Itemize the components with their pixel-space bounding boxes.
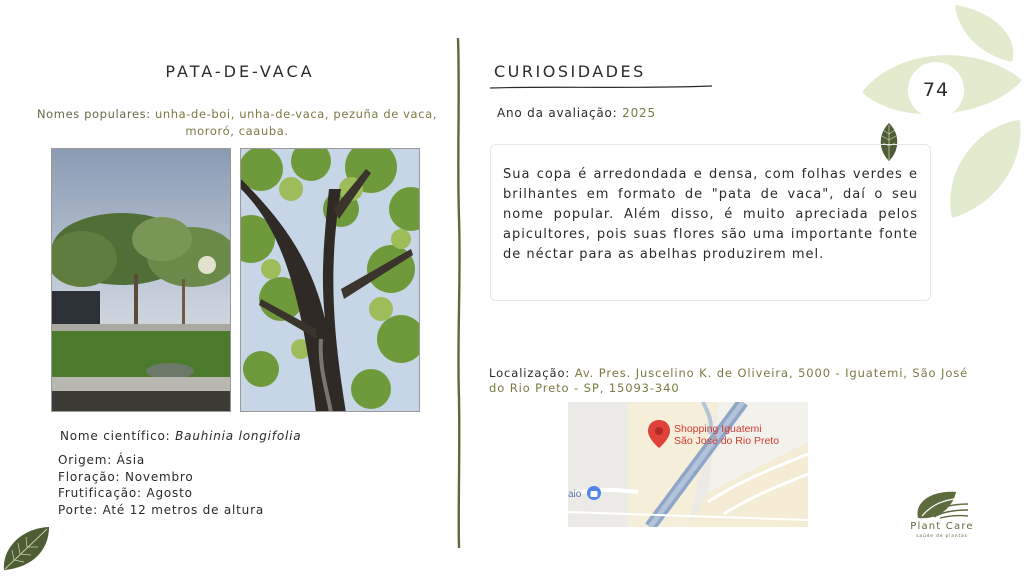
fact-size: Porte: Até 12 metros de altura [58, 502, 264, 517]
plant-facts-list [58, 452, 264, 518]
scientific-name [60, 429, 301, 443]
scientific-name-label: Nome científico: [60, 429, 171, 443]
decorative-leaf-bottom-left [0, 524, 52, 572]
popular-names-label: Nomes populares: [36, 107, 151, 121]
fact-flowering: Floração: Novembro [58, 469, 194, 484]
description-text: Sua copa é arredondada e densa, com folhas verdes e brilhantes em formato de "pata de vaca", daí o seu nome popular. Além disso, é muito apreciada pelos apicultores, pois suas flores são uma importante fonte de néctar para as abelhas produzirem mel. [503, 167, 918, 262]
location-map[interactable] [568, 402, 808, 527]
scientific-name-value: Bauhinia longifolia [175, 429, 302, 443]
map-place-line2: São José do Rio Preto [674, 435, 780, 447]
evaluation-year-label: Ano da avaliação: [497, 106, 618, 120]
page-number: 74 [922, 79, 950, 101]
vertical-divider [453, 38, 465, 548]
popular-names-value: unha-de-boi, unha-de-vaca, pezuña de vaca, mororó, caauba. [154, 107, 438, 138]
map-place-line1: Shopping Iguatemi [674, 423, 762, 435]
location-label: Localização: [489, 366, 571, 380]
logo-name: Plant Care [910, 521, 974, 532]
logo-tagline: saúde de plantas [916, 534, 968, 539]
evaluation-year [497, 106, 656, 120]
curiosities-title: CURIOSIDADES [494, 62, 646, 81]
map-shop-icon [587, 486, 601, 500]
map-partial-label: aio [568, 489, 582, 500]
location-value: Av. Pres. Juscelino K. de Oliveira, 5000 - Iguatemi, São José do Rio Preto - SP, 15093-340 [489, 366, 969, 395]
tree-photo-canopy [240, 148, 420, 412]
evaluation-year-value: 2025 [622, 106, 656, 120]
location [489, 366, 979, 396]
popular-names [32, 106, 442, 140]
tree-photo-wide [51, 148, 231, 412]
title-underline [490, 84, 712, 90]
fact-origin: Origem: Ásia [58, 453, 146, 467]
description-card [490, 144, 931, 301]
page-number-badge [908, 62, 964, 118]
plant-title: PATA-DE-VACA [165, 62, 315, 81]
fact-fruiting: Frutificação: Agosto [58, 486, 193, 500]
plant-care-logo-icon [912, 486, 972, 522]
